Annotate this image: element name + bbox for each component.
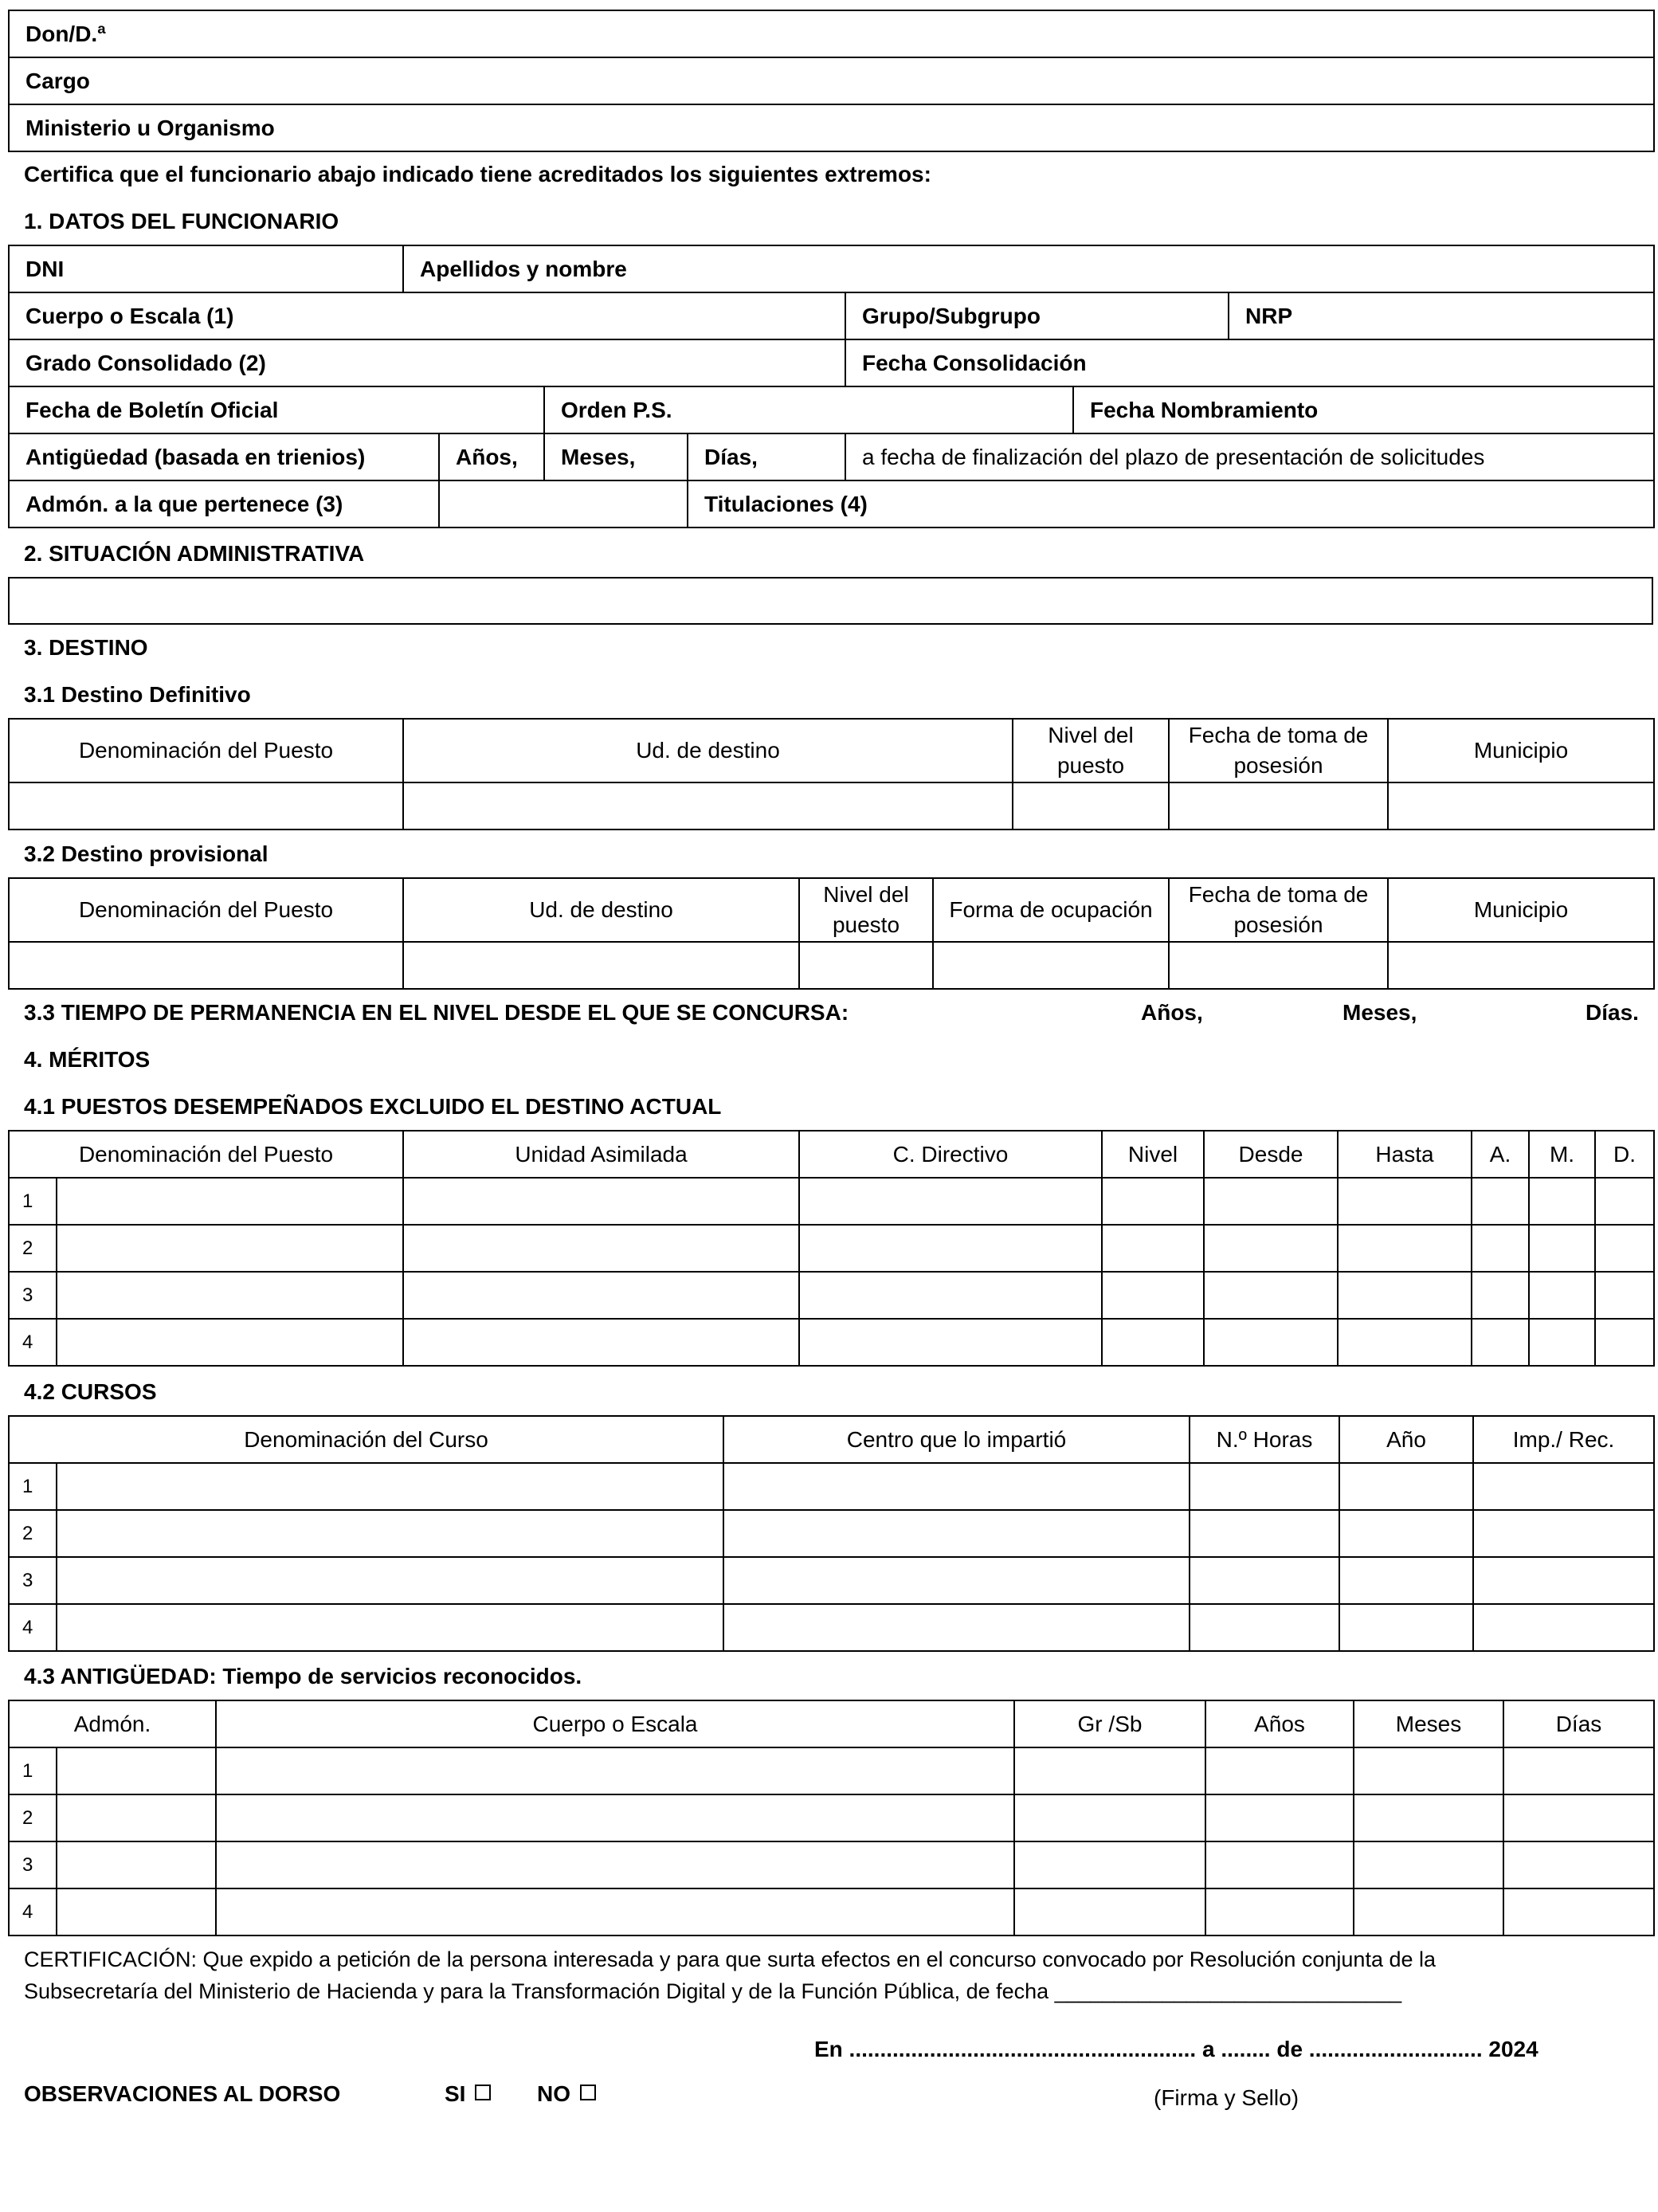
table-row bbox=[9, 1272, 1654, 1319]
table-cell[interactable] bbox=[1472, 1225, 1529, 1272]
table-cell[interactable] bbox=[1204, 1319, 1338, 1366]
prov-header-nivel: Nivel del puesto bbox=[799, 878, 933, 942]
table-cell[interactable] bbox=[1472, 1272, 1529, 1319]
certificacion-line-1: CERTIFICACIÓN: Que expido a petición de la persona interesada y para que surta efectos en el concurso convocado por Resolución conjunta de la bbox=[24, 1947, 1437, 1971]
table-cell[interactable] bbox=[1190, 1604, 1339, 1651]
puestos-title: 4.1 PUESTOS DESEMPEÑADOS EXCLUIDO EL DESTINO ACTUAL bbox=[24, 1094, 722, 1119]
apellidos-field[interactable]: Apellidos y nombre bbox=[403, 245, 1654, 292]
table-cell[interactable] bbox=[1503, 1841, 1654, 1888]
def-header-unidad: Ud. de destino bbox=[403, 719, 1013, 782]
table-cell[interactable] bbox=[723, 1557, 1190, 1604]
table-cell[interactable] bbox=[1473, 1604, 1654, 1651]
lugar-fecha-line[interactable]: En ........................................................ a ........ de ............................ 2024 bbox=[814, 2037, 1538, 2061]
table-cell[interactable] bbox=[1102, 1178, 1204, 1225]
prov-header-fecha: Fecha de toma de posesión bbox=[1169, 878, 1388, 942]
section-2-title: 2. SITUACIÓN ADMINISTRATIVA bbox=[24, 541, 365, 566]
table-cell[interactable] bbox=[1595, 1225, 1654, 1272]
puestos-header-nivel: Nivel bbox=[1102, 1131, 1204, 1178]
table-cell[interactable] bbox=[1472, 1319, 1529, 1366]
table-cell[interactable] bbox=[57, 1557, 723, 1604]
table-row bbox=[9, 1794, 1654, 1841]
puestos-header-m: M. bbox=[1529, 1131, 1595, 1178]
row-number: 1 bbox=[9, 1463, 57, 1510]
table-cell[interactable] bbox=[1472, 1178, 1529, 1225]
table-cell[interactable] bbox=[1503, 1794, 1654, 1841]
table-cell[interactable] bbox=[403, 1178, 799, 1225]
table-cell[interactable] bbox=[1190, 1463, 1339, 1510]
def-cell-puesto[interactable] bbox=[9, 782, 403, 830]
table-row bbox=[9, 1888, 1654, 1936]
no-checkbox[interactable] bbox=[580, 2085, 596, 2100]
table-cell[interactable] bbox=[723, 1510, 1190, 1557]
a-fecha-text: a fecha de finalización del plazo de presentación de solicitudes bbox=[845, 433, 1654, 480]
table-cell[interactable] bbox=[57, 1319, 403, 1366]
antig-header-meses: Meses bbox=[1354, 1700, 1503, 1747]
grupo-field[interactable]: Grupo/Subgrupo bbox=[845, 292, 1229, 339]
table-cell[interactable] bbox=[1190, 1557, 1339, 1604]
table-cell[interactable] bbox=[1205, 1747, 1354, 1794]
orden-ps-field[interactable]: Orden P.S. bbox=[544, 386, 1073, 433]
dias-field[interactable]: Días, bbox=[688, 433, 845, 480]
no-option[interactable] bbox=[537, 2081, 596, 2107]
row-number: 3 bbox=[9, 1272, 57, 1319]
table-cell[interactable] bbox=[57, 1225, 403, 1272]
table-cell[interactable] bbox=[1204, 1225, 1338, 1272]
admon-label: Admón. a la que pertenece (3) bbox=[9, 480, 439, 528]
row-number: 4 bbox=[9, 1888, 57, 1936]
table-cell[interactable] bbox=[57, 1604, 723, 1651]
titulaciones-field[interactable]: Titulaciones (4) bbox=[688, 480, 1654, 528]
si-label: SI bbox=[445, 2081, 466, 2106]
fecha-consolidacion-field[interactable]: Fecha Consolidación bbox=[845, 339, 1654, 386]
def-header-puesto: Denominación del Puesto bbox=[9, 719, 403, 782]
table-cell[interactable] bbox=[1339, 1510, 1473, 1557]
table-cell[interactable] bbox=[1473, 1557, 1654, 1604]
table-cell[interactable] bbox=[1190, 1510, 1339, 1557]
table-cell[interactable] bbox=[216, 1888, 1014, 1936]
row-number: 1 bbox=[9, 1178, 57, 1225]
table-cell[interactable] bbox=[1503, 1888, 1654, 1936]
destino-definitivo-title: 3.1 Destino Definitivo bbox=[24, 682, 251, 707]
table-cell[interactable] bbox=[1204, 1272, 1338, 1319]
meses-field[interactable]: Meses, bbox=[544, 433, 688, 480]
destino-provisional-title: 3.2 Destino provisional bbox=[24, 841, 268, 866]
table-cell[interactable] bbox=[1014, 1747, 1205, 1794]
prov-header-forma: Forma de ocupación bbox=[933, 878, 1169, 942]
table-row bbox=[9, 1747, 1654, 1794]
table-cell[interactable] bbox=[799, 1272, 1102, 1319]
prov-cell-nivel[interactable] bbox=[799, 942, 933, 989]
table-cell[interactable] bbox=[57, 1747, 216, 1794]
table-row bbox=[9, 1841, 1654, 1888]
table-row bbox=[9, 1604, 1654, 1651]
certifica-text: Certifica que el funcionario abajo indicado tiene acreditados los siguientes extremos: bbox=[24, 162, 931, 186]
puestos-table bbox=[8, 1130, 1655, 1367]
table-cell[interactable] bbox=[1354, 1841, 1503, 1888]
table-cell[interactable] bbox=[1102, 1272, 1204, 1319]
table-cell[interactable] bbox=[723, 1604, 1190, 1651]
table-cell[interactable] bbox=[57, 1178, 403, 1225]
table-cell[interactable] bbox=[1354, 1888, 1503, 1936]
antiguedad-title: 4.3 ANTIGÜEDAD: Tiempo de servicios reconocidos. bbox=[24, 1664, 582, 1688]
cursos-header-horas: N.º Horas bbox=[1190, 1416, 1339, 1463]
table-cell[interactable] bbox=[1354, 1747, 1503, 1794]
dni-field[interactable]: DNI bbox=[9, 245, 403, 292]
anos-field[interactable]: Años, bbox=[439, 433, 544, 480]
table-cell[interactable] bbox=[1205, 1794, 1354, 1841]
table-cell[interactable] bbox=[1503, 1747, 1654, 1794]
destino-definitivo-table bbox=[8, 718, 1655, 830]
tiempo-permanencia-title: 3.3 TIEMPO DE PERMANENCIA EN EL NIVEL DESDE EL QUE SE CONCURSA: bbox=[24, 1000, 849, 1025]
certificacion-line-2: Subsecretaría del Ministerio de Hacienda y para la Transformación Digital y de la Función Pública, de fecha _____________________________ bbox=[24, 1979, 1402, 2003]
observaciones-label: OBSERVACIONES AL DORSO bbox=[24, 2081, 341, 2106]
table-cell[interactable] bbox=[57, 1272, 403, 1319]
antig-header-cuerpo: Cuerpo o Escala bbox=[216, 1700, 1014, 1747]
tiempo-meses[interactable]: Meses, bbox=[1342, 1000, 1417, 1025]
prov-cell-fecha[interactable] bbox=[1169, 942, 1388, 989]
header-table bbox=[8, 10, 1655, 152]
no-label: NO bbox=[537, 2081, 570, 2106]
table-cell[interactable] bbox=[1595, 1178, 1654, 1225]
table-cell[interactable] bbox=[1473, 1463, 1654, 1510]
table-cell[interactable] bbox=[57, 1510, 723, 1557]
table-cell[interactable] bbox=[1205, 1841, 1354, 1888]
table-cell[interactable] bbox=[403, 1319, 799, 1366]
table-cell[interactable] bbox=[1102, 1319, 1204, 1366]
table-cell[interactable] bbox=[1473, 1510, 1654, 1557]
table-cell[interactable] bbox=[799, 1225, 1102, 1272]
prov-cell-puesto[interactable] bbox=[9, 942, 403, 989]
table-cell[interactable] bbox=[1014, 1888, 1205, 1936]
cursos-header-denominacion: Denominación del Curso bbox=[9, 1416, 723, 1463]
table-cell[interactable] bbox=[1102, 1225, 1204, 1272]
table-row bbox=[9, 1510, 1654, 1557]
table-row bbox=[9, 1319, 1654, 1366]
row-number: 4 bbox=[9, 1604, 57, 1651]
table-cell[interactable] bbox=[57, 1888, 216, 1936]
fecha-boletin-field[interactable]: Fecha de Boletín Oficial bbox=[9, 386, 544, 433]
table-cell[interactable] bbox=[799, 1319, 1102, 1366]
antiguedad-label: Antigüedad (basada en trienios) bbox=[9, 433, 439, 480]
table-cell[interactable] bbox=[1205, 1888, 1354, 1936]
def-cell-unidad[interactable] bbox=[403, 782, 1013, 830]
table-cell[interactable] bbox=[216, 1794, 1014, 1841]
cursos-title: 4.2 CURSOS bbox=[24, 1379, 157, 1404]
table-cell[interactable] bbox=[1529, 1225, 1595, 1272]
table-cell[interactable] bbox=[1338, 1272, 1472, 1319]
table-row bbox=[9, 1225, 1654, 1272]
prov-cell-unidad[interactable] bbox=[403, 942, 799, 989]
antig-header-grupo: Gr /Sb bbox=[1014, 1700, 1205, 1747]
table-row bbox=[9, 1463, 1654, 1510]
table-cell[interactable] bbox=[1338, 1225, 1472, 1272]
table-row bbox=[9, 1178, 1654, 1225]
cursos-table bbox=[8, 1415, 1655, 1652]
table-cell[interactable] bbox=[1529, 1319, 1595, 1366]
table-cell[interactable] bbox=[1014, 1841, 1205, 1888]
fecha-nombramiento-field[interactable]: Fecha Nombramiento bbox=[1073, 386, 1654, 433]
def-header-fecha: Fecha de toma de posesión bbox=[1169, 719, 1388, 782]
table-cell[interactable] bbox=[57, 1794, 216, 1841]
prov-header-puesto: Denominación del Puesto bbox=[9, 878, 403, 942]
table-cell[interactable] bbox=[1338, 1319, 1472, 1366]
table-cell[interactable] bbox=[1204, 1178, 1338, 1225]
prov-cell-forma[interactable] bbox=[933, 942, 1169, 989]
table-cell[interactable] bbox=[403, 1225, 799, 1272]
table-cell[interactable] bbox=[1339, 1604, 1473, 1651]
situacion-field[interactable] bbox=[8, 577, 1653, 625]
section-3-title: 3. DESTINO bbox=[24, 635, 148, 660]
puestos-header-denominacion: Denominación del Puesto bbox=[9, 1131, 403, 1178]
prov-cell-municipio[interactable] bbox=[1388, 942, 1654, 989]
row-number: 3 bbox=[9, 1557, 57, 1604]
table-cell[interactable] bbox=[1354, 1794, 1503, 1841]
puestos-header-hasta: Hasta bbox=[1338, 1131, 1472, 1178]
ministerio-field[interactable]: Ministerio u Organismo bbox=[9, 104, 1654, 151]
table-cell[interactable] bbox=[1014, 1794, 1205, 1841]
table-cell[interactable] bbox=[216, 1747, 1014, 1794]
def-cell-nivel[interactable] bbox=[1013, 782, 1169, 830]
grado-field[interactable]: Grado Consolidado (2) bbox=[9, 339, 845, 386]
admon-field[interactable] bbox=[439, 480, 688, 528]
cargo-field[interactable]: Cargo bbox=[9, 57, 1654, 104]
cursos-header-ano: Año bbox=[1339, 1416, 1473, 1463]
def-header-municipio: Municipio bbox=[1388, 719, 1654, 782]
cuerpo-field[interactable]: Cuerpo o Escala (1) bbox=[9, 292, 845, 339]
prov-header-municipio: Municipio bbox=[1388, 878, 1654, 942]
row-number: 2 bbox=[9, 1225, 57, 1272]
row-number: 3 bbox=[9, 1841, 57, 1888]
cursos-header-centro: Centro que lo impartió bbox=[723, 1416, 1190, 1463]
table-cell[interactable] bbox=[723, 1463, 1190, 1510]
table-cell[interactable] bbox=[216, 1841, 1014, 1888]
antiguedad-table bbox=[8, 1700, 1655, 1936]
table-cell[interactable] bbox=[1595, 1272, 1654, 1319]
puestos-header-d: D. bbox=[1595, 1131, 1654, 1178]
si-option[interactable] bbox=[445, 2081, 491, 2107]
table-cell[interactable] bbox=[1339, 1557, 1473, 1604]
table-cell[interactable] bbox=[1338, 1178, 1472, 1225]
section-1-title: 1. DATOS DEL FUNCIONARIO bbox=[24, 209, 339, 233]
row-number: 2 bbox=[9, 1510, 57, 1557]
puestos-header-unidad: Unidad Asimilada bbox=[403, 1131, 799, 1178]
table-cell[interactable] bbox=[1339, 1463, 1473, 1510]
antig-header-anos: Años bbox=[1205, 1700, 1354, 1747]
si-checkbox[interactable] bbox=[475, 2085, 491, 2100]
tiempo-anos[interactable]: Años, bbox=[1141, 1000, 1203, 1025]
def-header-nivel: Nivel del puesto bbox=[1013, 719, 1169, 782]
table-cell[interactable] bbox=[403, 1272, 799, 1319]
destino-provisional-table bbox=[8, 877, 1655, 990]
row-number: 2 bbox=[9, 1794, 57, 1841]
antig-header-admon: Admón. bbox=[9, 1700, 216, 1747]
section-4-title: 4. MÉRITOS bbox=[24, 1047, 151, 1072]
row-number: 1 bbox=[9, 1747, 57, 1794]
prov-header-unidad: Ud. de destino bbox=[403, 878, 799, 942]
don-field[interactable]: Don/D.ª bbox=[9, 10, 1654, 57]
table-cell[interactable] bbox=[799, 1178, 1102, 1225]
table-cell[interactable] bbox=[1529, 1178, 1595, 1225]
firma-sello-label: (Firma y Sello) bbox=[1154, 2085, 1299, 2110]
table-cell[interactable] bbox=[1529, 1272, 1595, 1319]
cursos-header-imp: Imp./ Rec. bbox=[1473, 1416, 1654, 1463]
nrp-field[interactable]: NRP bbox=[1229, 292, 1654, 339]
table-cell[interactable] bbox=[57, 1463, 723, 1510]
table-row bbox=[9, 1557, 1654, 1604]
funcionario-table bbox=[8, 245, 1655, 528]
table-cell[interactable] bbox=[1595, 1319, 1654, 1366]
def-cell-fecha[interactable] bbox=[1169, 782, 1388, 830]
antig-header-dias: Días bbox=[1503, 1700, 1654, 1747]
tiempo-dias[interactable]: Días. bbox=[1585, 1000, 1639, 1025]
puestos-header-desde: Desde bbox=[1204, 1131, 1338, 1178]
puestos-header-a: A. bbox=[1472, 1131, 1529, 1178]
puestos-header-directivo: C. Directivo bbox=[799, 1131, 1102, 1178]
def-cell-municipio[interactable] bbox=[1388, 782, 1654, 830]
row-number: 4 bbox=[9, 1319, 57, 1366]
table-cell[interactable] bbox=[57, 1841, 216, 1888]
